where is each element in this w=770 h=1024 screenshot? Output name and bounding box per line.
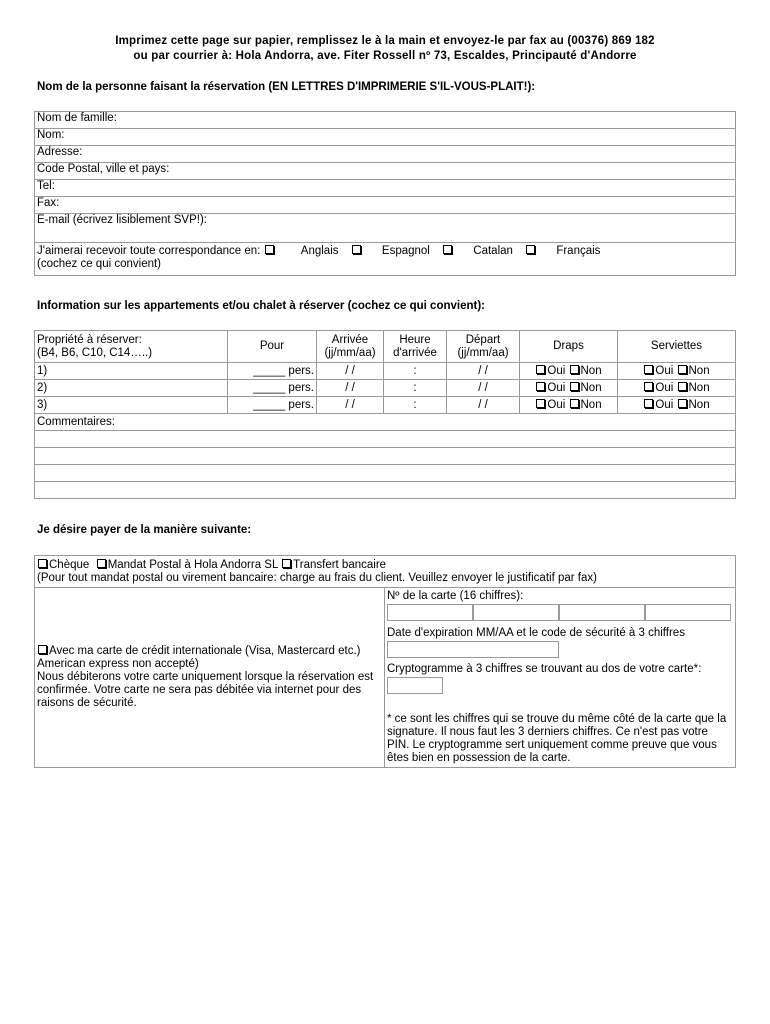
row-1-pers[interactable]: _____ pers. (228, 363, 317, 380)
checkbox-icon[interactable] (536, 399, 545, 408)
row-2-pers[interactable]: _____ pers. (228, 380, 317, 397)
col-serviettes: Serviettes (618, 331, 736, 363)
oui-label: Oui (547, 398, 566, 411)
row-2-time[interactable]: : (384, 380, 447, 397)
card-number-box[interactable] (559, 604, 645, 621)
checkbox-icon[interactable] (97, 559, 106, 568)
row-1-draps (520, 363, 618, 380)
cryptogram-box[interactable] (387, 677, 443, 694)
row-3-pers[interactable]: _____ pers. (228, 397, 317, 414)
field-email[interactable]: E-mail (écrivez lisiblement SVP!): (35, 214, 736, 243)
checkbox-icon[interactable] (265, 245, 274, 254)
row-3-serviettes (618, 397, 736, 414)
row-3-time[interactable]: : (384, 397, 447, 414)
row-3-draps (520, 397, 618, 414)
checkbox-icon[interactable] (282, 559, 291, 568)
non-label: Non (688, 381, 710, 394)
checkbox-icon[interactable] (678, 382, 687, 391)
field-tel[interactable]: Tel: (35, 180, 736, 197)
non-label: Non (580, 364, 602, 377)
expiry-box[interactable] (387, 641, 559, 658)
cryptogram-footnote: * ce sont les chiffres qui se trouve du même côté de la carte que la signature. Il nous faut les 3 derniers chiffres. Ce n'est pas votre PIN. Le cryptogramme sert uniquement comme preuve que vous êtes bien en possession de la carte. (387, 713, 727, 764)
col-property: Propriété à réserver: (B4, B6, C10, C14…..) (35, 331, 228, 363)
checkbox-icon[interactable] (678, 399, 687, 408)
oui-label: Oui (655, 381, 674, 394)
row-1-time[interactable]: : (384, 363, 447, 380)
card-number-box[interactable] (473, 604, 559, 621)
header-line-2: ou par courrier à: Hola Andorra, ave. Fiter Rossell nº 73, Escaldes, Principauté d'Andorre (133, 50, 637, 62)
card-number-box[interactable] (645, 604, 731, 621)
card-number-box[interactable] (387, 604, 473, 621)
col-heure: Heure d'arrivée (384, 331, 447, 363)
oui-label: Oui (655, 364, 674, 377)
non-label: Non (688, 398, 710, 411)
row-1-label[interactable]: 1) (35, 363, 228, 380)
comments-line[interactable] (35, 482, 736, 499)
row-3-label[interactable]: 3) (35, 397, 228, 414)
row-3-arrival[interactable]: / / (317, 397, 384, 414)
row-2-arrival[interactable]: / / (317, 380, 384, 397)
oui-label: Oui (655, 398, 674, 411)
field-lastname[interactable]: Nom de famille: (35, 112, 736, 129)
card-number-label: Nº de la carte (16 chiffres): (387, 590, 524, 602)
cryptogram-label: Cryptogramme à 3 chiffres se trouvant au dos de votre carte*: (387, 663, 702, 675)
comments-line[interactable] (35, 431, 736, 448)
row-2-serviettes (618, 380, 736, 397)
payment-table (34, 555, 736, 768)
lang-espagnol: Espagnol (381, 245, 430, 257)
col-draps: Draps (520, 331, 618, 363)
row-2-draps (520, 380, 618, 397)
header-line-1: Imprimez cette page sur papier, remplissez le à la main et envoyez-le par fax au (00376) 869 182 (115, 35, 655, 47)
checkbox-icon[interactable] (38, 559, 47, 568)
apartments-table (34, 330, 736, 499)
language-row (35, 243, 736, 276)
lang-anglais: Anglais (300, 245, 339, 257)
comments-line[interactable] (35, 448, 736, 465)
row-3-departure[interactable]: / / (447, 397, 520, 414)
language-prefix: J'aimerai recevoir toute correspondance en: (37, 245, 261, 257)
oui-label: Oui (547, 364, 566, 377)
checkbox-icon[interactable] (536, 365, 545, 374)
comments-line[interactable] (35, 465, 736, 482)
checkbox-icon[interactable] (536, 382, 545, 391)
lang-francais: Français (556, 245, 601, 257)
language-note: (cochez ce qui convient) (37, 258, 162, 270)
checkbox-icon[interactable] (644, 382, 653, 391)
checkbox-icon[interactable] (644, 399, 653, 408)
non-label: Non (688, 364, 710, 377)
card-option-cell (35, 588, 385, 768)
oui-label: Oui (547, 381, 566, 394)
checkbox-icon[interactable] (443, 245, 452, 254)
payment-note: (Pour tout mandat postal ou virement bancaire: charge au frais du client. Veuillez envoyer le justificatif par fax) (37, 572, 597, 584)
payment-section-title: Je désire payer de la manière suivante: (37, 524, 252, 536)
non-label: Non (580, 398, 602, 411)
lang-catalan: Catalan (473, 245, 513, 257)
field-address[interactable]: Adresse: (35, 146, 736, 163)
non-label: Non (580, 381, 602, 394)
checkbox-icon[interactable] (570, 382, 579, 391)
person-table (34, 111, 736, 276)
checkbox-icon[interactable] (38, 645, 47, 654)
card-details-cell (385, 588, 736, 768)
col-pour: Pour (228, 331, 317, 363)
checkbox-icon[interactable] (526, 245, 535, 254)
row-1-serviettes (618, 363, 736, 380)
checkbox-icon[interactable] (644, 365, 653, 374)
checkbox-icon[interactable] (570, 365, 579, 374)
field-fax[interactable]: Fax: (35, 197, 736, 214)
col-arrivee: Arrivée (jj/mm/aa) (317, 331, 384, 363)
expiry-label: Date d'expiration MM/AA et le code de sécurité à 3 chiffres (387, 627, 685, 639)
apartments-section-title: Information sur les appartements et/ou chalet à réserver (cochez ce qui convient): (37, 300, 485, 312)
field-firstname[interactable]: Nom: (35, 129, 736, 146)
checkbox-icon[interactable] (352, 245, 361, 254)
row-1-arrival[interactable]: / / (317, 363, 384, 380)
payment-options (35, 556, 736, 588)
card-option-text: Avec ma carte de crédit internationale (Visa, Mastercard etc.) American express non accepté) Nous débiterons votre carte uniquement lorsque la réservation est confirmée. Votre carte ne sera pas débitée via internet pour des raisons de sécurité. (37, 645, 374, 709)
option-mandat: Mandat Postal à Hola Andorra SL (107, 559, 278, 571)
person-section-title: Nom de la personne faisant la réservation (EN LETTRES D'IMPRIMERIE S'IL-VOUS-PLAIT!): (37, 81, 536, 93)
col-depart: Départ (jj/mm/aa) (447, 331, 520, 363)
option-transfert: Transfert bancaire (293, 559, 387, 571)
option-cheque: Chèque (49, 559, 90, 571)
comments-label: Commentaires: (35, 414, 736, 431)
checkbox-icon[interactable] (570, 399, 579, 408)
checkbox-icon[interactable] (678, 365, 687, 374)
field-postal[interactable]: Code Postal, ville et pays: (35, 163, 736, 180)
row-2-departure[interactable]: / / (447, 380, 520, 397)
row-2-label[interactable]: 2) (35, 380, 228, 397)
row-1-departure[interactable]: / / (447, 363, 520, 380)
